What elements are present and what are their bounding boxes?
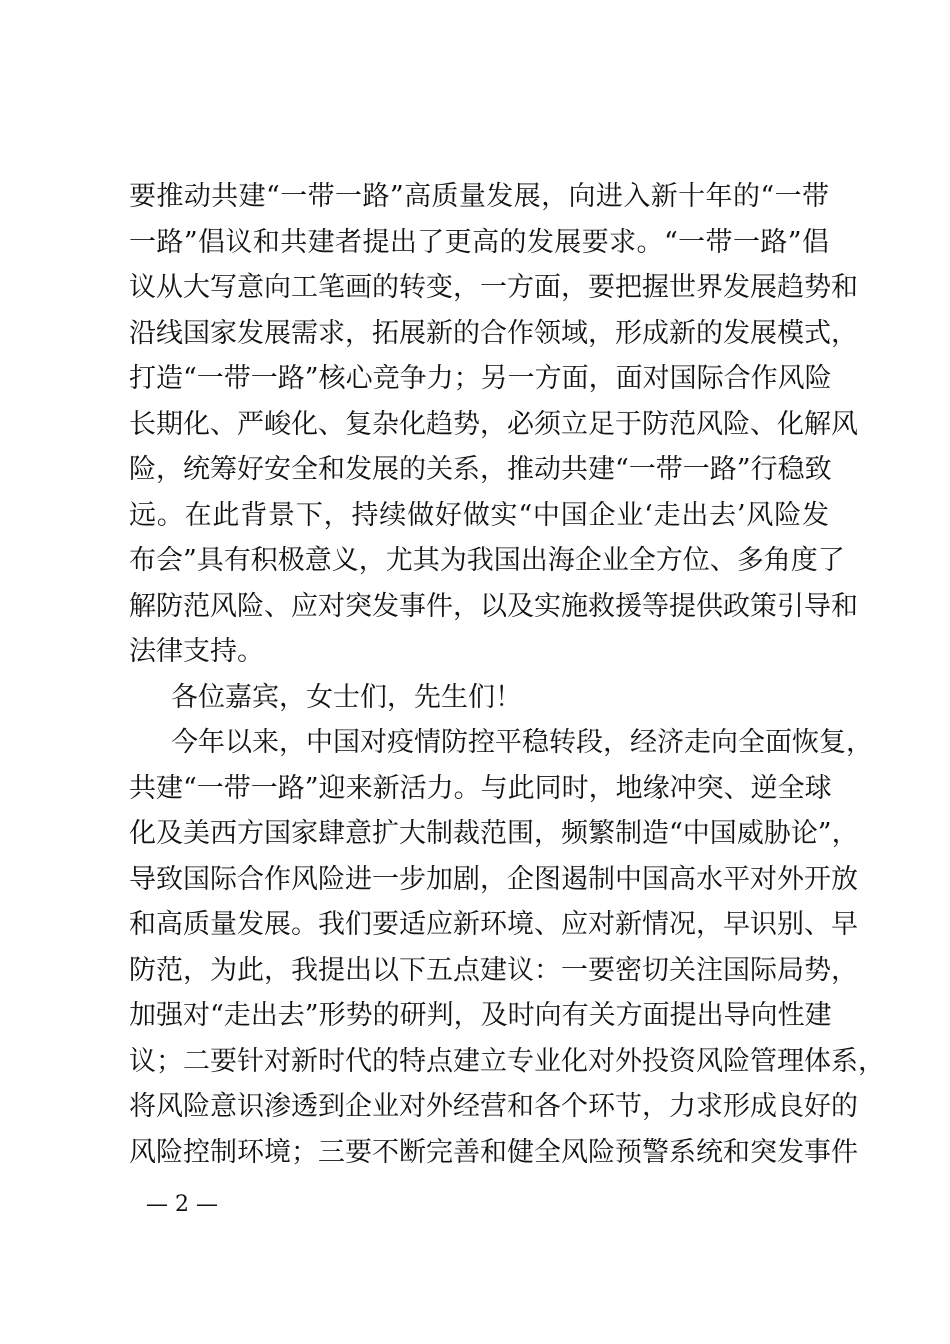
text-line: 解防范风险、应对突发事件，以及实施救援等提供政策引导和 <box>129 590 858 622</box>
text-line: 各位嘉宾，女士们，先生们！ <box>171 681 522 713</box>
text-line: 长期化、严峻化、复杂化趋势，必须立足于防范风险、化解风 <box>129 408 858 440</box>
text-line: 打造“一带一路”核心竞争力；另一方面，面对国际合作风险 <box>129 363 832 394</box>
text-line: 险，统筹好安全和发展的关系，推动共建“一带一路”行稳致 <box>129 454 832 485</box>
text-line: 远。在此背景下，持续做好做实“中国企业‘走出去’风险发 <box>129 499 829 531</box>
text-line: 防范，为此，我提出以下五点建议：一要密切关注国际局势， <box>129 954 858 986</box>
text-line: 一路”倡议和共建者提出了更高的发展要求。“一带一路”倡 <box>129 226 829 258</box>
text-line: 和高质量发展。我们要适应新环境、应对新情况，早识别、早 <box>129 909 858 940</box>
text-line: 议；二要针对新时代的特点建立专业化对外投资风险管理体系， <box>129 1045 885 1077</box>
text-line: 沿线国家发展需求，拓展新的合作领域，形成新的发展模式， <box>129 317 858 349</box>
text-line: 风险控制环境；三要不断完善和健全风险预警系统和突发事件 <box>129 1136 858 1168</box>
page-number: — 2 — <box>146 1192 218 1217</box>
text-line: 议从大写意向工笔画的转变，一方面，要把握世界发展趋势和 <box>129 272 858 303</box>
text-line: 今年以来，中国对疫情防控平稳转段，经济走向全面恢复， <box>171 727 873 758</box>
paragraph <box>129 174 858 675</box>
text-line: 要推动共建“一带一路”高质量发展，向进入新十年的“一带 <box>129 181 829 212</box>
text-line: 加强对“走出去”形势的研判，及时向有关方面提出导向性建 <box>129 1000 832 1031</box>
paragraph <box>129 720 885 1175</box>
text-line: 法律支持。 <box>129 636 264 667</box>
salutation <box>129 675 829 721</box>
text-line: 布会”具有积极意义，尤其为我国出海企业全方位、多角度了 <box>129 545 845 576</box>
text-line: 化及美西方国家肆意扩大制裁范围，频繁制造“中国威胁论”， <box>129 818 859 849</box>
text-line: 共建“一带一路”迎来新活力。与此同时，地缘冲突、逆全球 <box>129 772 832 804</box>
text-line: 导致国际合作风险进一步加剧，企图遏制中国高水平对外开放 <box>129 863 858 895</box>
body-text <box>129 174 885 1175</box>
text-line: 将风险意识渗透到企业对外经营和各个环节，力求形成良好的 <box>129 1091 858 1122</box>
